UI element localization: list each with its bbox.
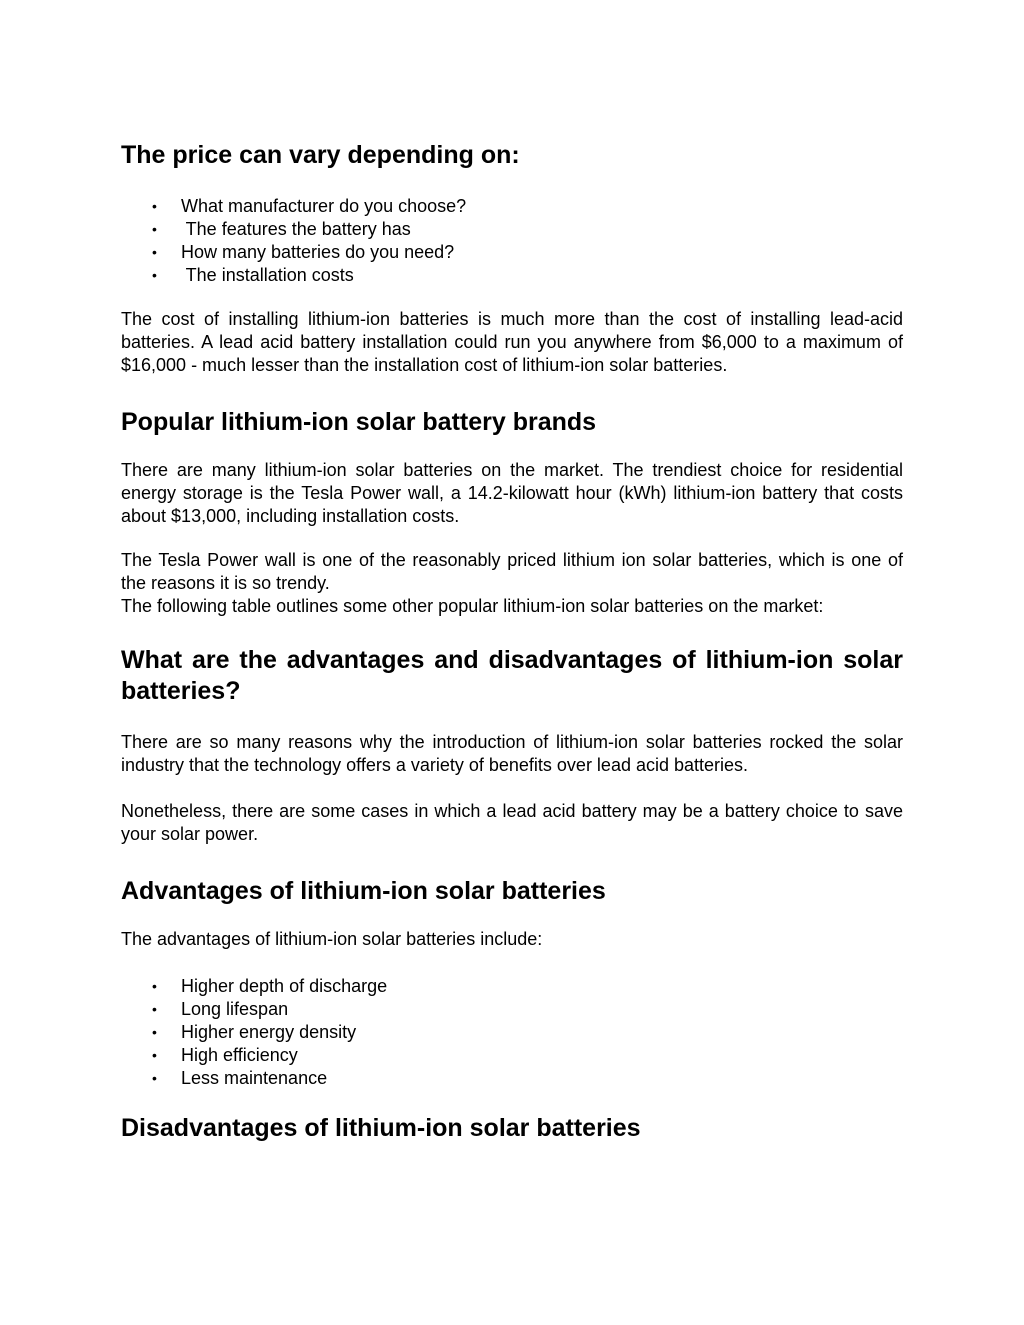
table-intro-paragraph: The following table outlines some other popular lithium-ion solar batteries on the market: — [121, 596, 824, 616]
list-item: • The features the battery has — [152, 219, 411, 239]
bullet-icon: • — [152, 978, 157, 994]
bullet-icon: • — [152, 267, 157, 283]
list-item: • Less maintenance — [152, 1068, 328, 1088]
list-item: • High efficiency — [152, 1045, 298, 1065]
advantages-heading: Advantages of lithium-ion solar batteries — [121, 877, 606, 905]
bullet-icon: • — [152, 244, 157, 260]
bullet-icon: • — [152, 1047, 157, 1063]
list-item: • How many batteries do you need? — [152, 242, 455, 262]
reasons-paragraph: There are so many reasons why the introduction of lithium-ion solar batteries rocked the solar industry that the technology offers a variety of benefits over lead acid batteries. — [121, 732, 903, 775]
advantages-intro: The advantages of lithium-ion solar batteries include: — [121, 929, 543, 949]
tesla-paragraph: The Tesla Power wall is one of the reasonably priced lithium ion solar batteries, which is one of the reasons it is so trendy. — [121, 550, 903, 593]
bullet-icon: • — [152, 198, 157, 214]
brands-heading: Popular lithium-ion solar battery brands — [121, 408, 597, 436]
list-item: • What manufacturer do you choose? — [152, 196, 467, 216]
list-item: • Long lifespan — [152, 999, 289, 1019]
list-item: • The installation costs — [152, 265, 354, 285]
brands-paragraph: There are many lithium-ion solar batteries on the market. The trendiest choice for residential energy storage is the Tesla Power wall, a 14.2-kilowatt hour (kWh) lithium-ion battery that costs about $13,000, including installation costs. — [121, 460, 903, 526]
list-item: • Higher depth of discharge — [152, 976, 388, 996]
bullet-icon: • — [152, 1024, 157, 1040]
bullet-icon: • — [152, 221, 157, 237]
disadvantages-heading: Disadvantages of lithium-ion solar batteries — [121, 1114, 641, 1142]
bullet-icon: • — [152, 1001, 157, 1017]
bullet-icon: • — [152, 1070, 157, 1086]
list-item: • Higher energy density — [152, 1022, 357, 1042]
price-heading: The price can vary depending on: — [121, 141, 520, 169]
adv-disadv-heading: What are the advantages and disadvantages of lithium-ion solar batteries? — [121, 646, 903, 705]
cost-paragraph: The cost of installing lithium-ion batteries is much more than the cost of installing lead-acid batteries. A lead acid battery installation could run you anywhere from $6,000 to a maximum of $16,000 - much lesser than the installation cost of lithium-ion solar batteries. — [121, 309, 903, 375]
nonetheless-paragraph: Nonetheless, there are some cases in which a lead acid battery may be a battery choice to save your solar power. — [121, 801, 903, 844]
document-page — [121, 140, 903, 1144]
advantages-list — [121, 975, 903, 1090]
price-factors-list — [121, 195, 903, 287]
